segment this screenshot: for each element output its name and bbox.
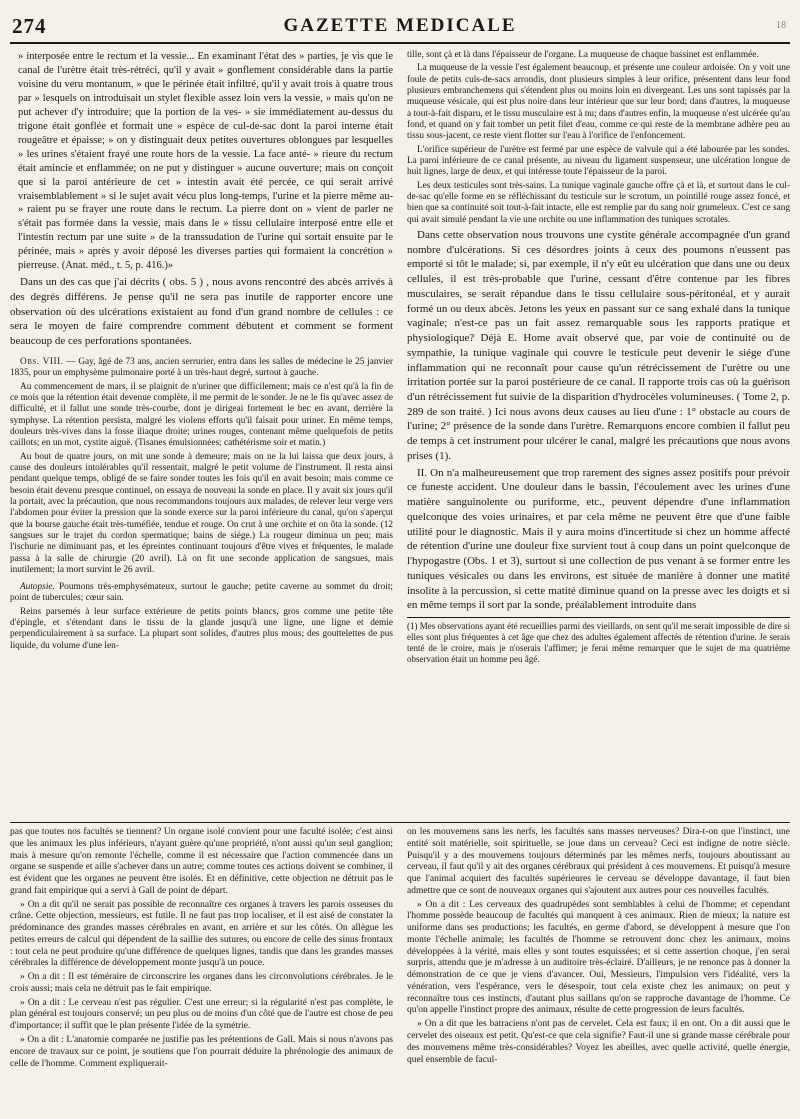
paragraph: » On a dit qu'il ne serait pas possible de reconnaître ces organes à travers les parois osseuses du crâne. Cette objection, messieurs, est futile. Il ne faut pas trop localiser, et il est aisé de constater la prédominance des grandes masses cérébrales en avant, en arrière et sur les côtés. On allègue les petites erreurs de calcul qui dépendent de la saillie des sutures, ou encore de celle des sinus frontaux : tout cela ne peut produire qu'une différence de quelques lignes, tandis que dans les grandes masses cérébrales la différence de développement monte jusqu'à un pouce. [10,899,393,969]
left-column [10,50,393,818]
paragraph: on les mouvemens sans les nerfs, les facultés sans masses nerveuses? Dira-t-on que l'instinct, une entité soit matérielle, soit spirituelle, se joue dans un cerveau? Ceci est indigne de notre siècle. Puisqu'il y a des mouvemens toujours déterminés par les mêmes nerfs, toujours aboutissant au cerveau, il faut qu'il y ait des organes cérébraux qui président à ces mouvemens. Et puisqu'à mesure que l'animal acquiert des facultés supérieures le cerveau se développe davantage, il faut bien admettre que ce sont de nouveaux organes qui s'ajoutent aux autres pour ces nouvelles facultés. [407,827,790,896]
observation-header [10,357,393,380]
autopsie-paragraph [10,582,393,605]
footnote: (1) Mes observations ayant été recueillies parmi des vieillards, on sent qu'il me serait impossible de dire si elles sont plus fréquentes à cet âge que chez des adultes également affectés de rétention d'urine. Je serais tenté de le croire, mais je n'oserais l'affimer; je ferai même remarquer que le sujet de ma quatrième observation était un homme peu âgé. [407,617,790,665]
paragraph: Dans cette observation nous trouvons une cystite générale accompagnée d'un grand nombre d'ulcérations. Si ces désordres joints à ceux des poumons n'eussent pas emporté si tôt le malade; si, par exemple, il n'y eût eu ulcération que dans une ou deux cellules, il est très-probable que l'urine, cessant d'être contenue par les fibres musculaires, se serait répandue dans le tissu cellulaire sous-péritonéal, et y aurait formé un ou deux abcès. Jetons les yeux en passant sur ce sang exhalé dans la tunique vaginale; n'est-ce pas un fait assez remarquable sous les rapports pratique et physiologique? Déjà E. Home avait observé que, par voie de continuité ou de sympathie, la tunique vaginale qui couvre le testicule peut devenir le siége d'une inflammation qui ne reconnaît pour cause qu'un rétrécissement de l'urètre ou une irritation portée sur la paroi postérieure de ce canal. Il rapporte trois cas où la guérison d'un rétrécissement fut suivie de la disparition d'hydrocèles volumineuses. ( Tome 2, p. 289 de son traité. ) Ici nous avons deux causes au lieu d'une : 1° obstacle au cours de l'urine; 2° présence de la sonde dans l'urètre. Remarquons encore combien il fallut peu de temps à cet instrument pour ulcérer le canal, malgré les précautions que nous avons prises (1). [407,228,790,462]
paragraph: » On a dit : Il est téméraire de circonscrire les organes dans les circonvolutions cérébrales. Je le crois aussi; mais cela ne détruit pas le fait empirique. [10,972,393,994]
paragraph: pas que toutes nos facultés se tiennent? Un organe isolé convient pour une faculté isolée; c'est ainsi que les animaux les plus inférieurs, n'ayant guère qu'une propriété, n'ont aussi qu'un seul ganglion; mais à mesure qu'on remonte l'échelle, comme il est nécessaire que l'action commencée dans un organe se suspende et aille s'achever dans un autre; comme toutes ces actions doivent se combiner, il est évident que les organes ne peuvent être isolés. Et en définitive, cette objection ne détruit pas le grand fait empirique qui a servi à Gall de point de départ. [10,827,393,896]
paragraph: Reins parsemés à leur surface extérieure de petits points blancs, gros comme une petite tête d'épingle, et s'étendant dans le tissu de la glande jusqu'à une ligne, une ligne et demie perpendiculairement à sa surface. La plupart sont solides, d'autres plus mous; des gouttelettes de pus liquide, du volume d'une len- [10,606,393,651]
paragraph: La muqueuse de la vessie l'est également beaucoup, et présente une couleur ardoisée. On y voit une foule de petits culs-de-sacs arrondis, dont plusieurs simples à leur orifice, présentent dans leur fond plusieurs embranchemens qui s'étendent plus ou moins loin en divergeant. Les uns sont tapissés par la muqueuse vésicale, qui est plus noire dans leur intérieur que sur leur bord; dans d'autres, la muqueuse a tout-à-fait disparu, et le tissu musculaire est à nu; dans d'autres enfin, la muqueuse n'est ulcérée qu'au fond, et quand on y fait tomber un petit filet d'eau, comme ce qui reste de la membrane adhère peu au tissu sous-jacent, ce reste vient flotter sur l'eau à l'orifice de l'enfoncement. [407,63,790,142]
journal-title: GAZETTE MEDICALE [283,15,517,36]
page-number: 274 [12,14,47,38]
paragraph: Au bout de quatre jours, on mit une sonde à demeure; mais on ne la lui laissa que deux jours, à cause des douleurs intolérables qu'il ressentait, malgré le petit volume de l'instrument. Il resta ainsi pendant quelque temps, obligé de se faire sonder toutes les fois qu'il en avait besoin; mais comme ce besoin était devenu presque continuel, on essaya de nouveau la sonde en place. Il y avait six jours qu'il la portait, avec la précaution, que nous recommandons toujours aux malades, de relever leur verge vers l'abdomen pour éviter la pression que la sonde exerce sur la paroi inférieure du canal, qu'on s'aperçut que la bourse gauche était très-tuméfiée, tendue et rouge. On crut à une orchite et on ôta la sonde. (12 sangsues sur le trajet du cordon spermatique; bains de siége.) La rougeur diminua un peu; mais l'ischurie ne diminuant pas, et les épreintes continuant toujours d'être vives et fréquentes, le malade passa à la salle de chirurgie (20 avril). Là on fit une seconde application de sangsues, mais inutilement; la mort survint le 26 avril. [10,451,393,575]
quoted-passage: » interposée entre le rectum et la vessie... En examinant l'état des » parties, je vis que le canal de l'urètre était très-rétréci, qu'il y avait » gonflement considérable dans la partie voisine du veru montanum, » que le périnée était infiltré, qu'il y avait trois à quatre trous par » lesquels on introduisait un stylet flexible assez loin vers la vessie, » mais qu'on ne put achever d'y introduire; que la portion de la ves- » sie immédiatement au-dessus du trigone était gonflée et formait une » espèce de cul-de-sac dont la paroi interne était rougeâtre et épaisse; » on y distinguait deux petites ouvertures oblongues par lesquelles » les urines s'étaient frayé une route hors de la vessie. La face anté- » rieure du rectum était amincie et enflammée; on ne put y distinguer » aucune ouverture; mais on conçoit que si la paroi antérieure de cet » intestin avait été percée, ce qui serait arrivé vraisemblablement » si le sujet avait vécu plus long-temps, l'urine et la pierre même au- » raient pu se frayer une route dans le rectum. La pierre dont on » vient de parler ne s'était pas formée dans la vessie, mais dans le » tissu cellulaire interposé entre elle et l'intestin rectum par une suite » de la transsudation de l'urine qui sortait ensuite par le périnée, mais » après y avoir déposé les diverses parties qui formaient la concrétion » pierreuse. (Anat. méd., t. 5, p. 416.)» [18,51,393,272]
paragraph: Au commencement de mars, il se plaignit de n'uriner que difficilement; mais ce n'est qu'à la fin de ce mois que la rétention était devenue complète, il me permit de le sonder. Je ne le fis qu'avec assez de difficulté, et il fallut une sonde très-courbe, dont je dirigeai fortement le bec en avant, derrière la symphyse. La rétention persista, malgré les violens efforts qu'il faisait pour uriner. En même temps, douleurs très-vives dans la fosse iliaque droite; urines rouges, contenant même quelquefois de petits caillots; en un mot, cystite aiguë. (Tisanes émulsionnées; cathétérisme soir et matin.) [10,381,393,449]
paragraph: tille, sont çà et là dans l'épaisseur de l'organe. La muqueuse de chaque bassinet est enflammée. [407,50,759,60]
paragraph: L'orifice supérieur de l'urètre est fermé par une espèce de valvule qui a été labourée par les sondes. La paroi inférieure de ce canal présente, au niveau du ligament suspenseur, une ulcération longue de huit lignes, large de deux, et qui intéresse toute l'épaisseur de la paroi. [407,144,790,178]
observation-label: Obs. VIII. [20,356,64,367]
autopsie-label: Autopsie. [20,582,55,593]
header-right-mark: 18 [776,20,786,31]
lower-section [10,827,790,1114]
lower-left-column [10,827,393,1114]
paragraph: » On a dit que les batraciens n'ont pas de cervelet. Cela est faux; il en ont. On a dit aussi que le cervelet des oiseaux est petit. Qu'est-ce que cela signifie? Faut-il une si grande masse cérébrale pour des mouvemens même très-considérables? Voyez les abeilles, avec quelle activité, quelle énergie, quel ensemble de facul- [407,1019,790,1065]
page-header [10,14,790,44]
paragraph: » On a dit : L'anatomie comparée ne justifie pas les prétentions de Gall. Mais si nous n'avons pas encore de travaux sur ce point, je soutiens que l'on pourrait déduire la phrénologie des animaux de celle de l'homme. Comment expliquerait- [10,1035,393,1069]
paragraph: » On a dit : Le cerveau n'est pas régulier. C'est une erreur; si la régularité n'est pas complète, le plan général est toujours conservé; un peu plus ou de moins d'un côté que de l'autre est chose de peu d'importance; il suffit que le plan présente l'idée de la symétrie. [10,997,393,1032]
observation-text: — Gay, âgé de 73 ans, ancien serrurier, entra dans les salles de médecine le 25 janvier 1835, pour un emphysème pulmonaire porté à un très-haut degré, surtout à gauche. [10,356,393,379]
paragraph: Dans un des cas que j'ai décrits ( obs. 5 ) , nous avons rencontré des abcès arrivés à des degrés différens. Je pense qu'il ne sera pas inutile de rapporter encore une observation où des ulcérations existaient au fond d'un grand nombre de cellules : ce sera le moyen de faire comprendre comment débutent et comment se forment beaucoup de ces perforations spontanées. [10,276,393,348]
right-column [407,50,790,818]
section-divider [10,822,790,823]
paragraph: Les deux testicules sont très-sains. La tunique vaginale gauche offre çà et là, et surtout dans le cul-de-sac qu'elle forme en se réfléchissant du testicule sur le scrotum, un pointillé rouge assez foncé, et bien que sa continuité soit tout-à-fait intacte, elle est remplie par du sang noir grumeleux. C'est ce sang qui avait simulé pendant la vie une orchite ou une inflammation des tuniques scrotales. [407,180,790,225]
paragraph: » On a dit : Les cerveaux des quadrupèdes sont semblables à celui de l'homme; et cependant l'homme possède beaucoup de facultés qui manquent à ces animaux. Rien de mieux; la nature est uniforme dans ses productions; les facultés, en germe d'abord, se développent à mesure que l'on monte l'échelle animale; les facultés de l'homme se retrouvent donc chez les animaux, moins développées à la vérité, mais elles y sont toutes esquissées; et si cette assertion choque, j'en serai surpris, attendu que je m'adresse à un auditoire très-éclairé. D'ailleurs, je ne renonce pas à donner la démonstration de ce que je viens d'avancer. Oui, Messieurs, l'impulsion vers l'idéalité, vers la vénération, vers l'espérance, vers le désespoir, tout cela existe chez les animaux; on peut y reconnaître tous ces instincts, d'autant plus saillans qu'on se rapproche davantage de l'homme. Ce qu'on appelle l'instinct propre des animaux, résulte de cette progression de leurs facultés. [407,899,790,1016]
lower-right-column [407,827,790,1114]
autopsie-text: Poumons très-emphysémateux, surtout le gauche; petite caverne au sommet du droit; point de tubercules; cœur sain. [10,582,393,604]
page [10,14,790,1114]
section-ii-paragraph: II. On n'a malheureusement que trop rarement des signes assez positifs pour prévoir ce funeste accident. Une douleur dans le bassin, l'écoulement avec les urines d'une matière sanguinolente ou puriforme, etc., peuvent dépendre d'une inflammation quelconque des voies urinaires, et par cela même ne peuvent être que d'une faible utilité pour le diagnostic. Mais il y aura moins d'incertitude si chez un homme affecté de rétention d'urine une douleur fixe survient tout à coup dans un point quelconque de l'hypogastre (Obs. 1 et 3), surtout si une collection de pus venant à se former entre les tuniques vésicales ou dans les environs, est située de manière à donner une matité insolite à la percussion, si cette matité diminue quand on la presse avec les doigts et si en même temps il sort par la sonde, préalablement introduite dans [407,466,790,612]
upper-section [10,50,790,818]
